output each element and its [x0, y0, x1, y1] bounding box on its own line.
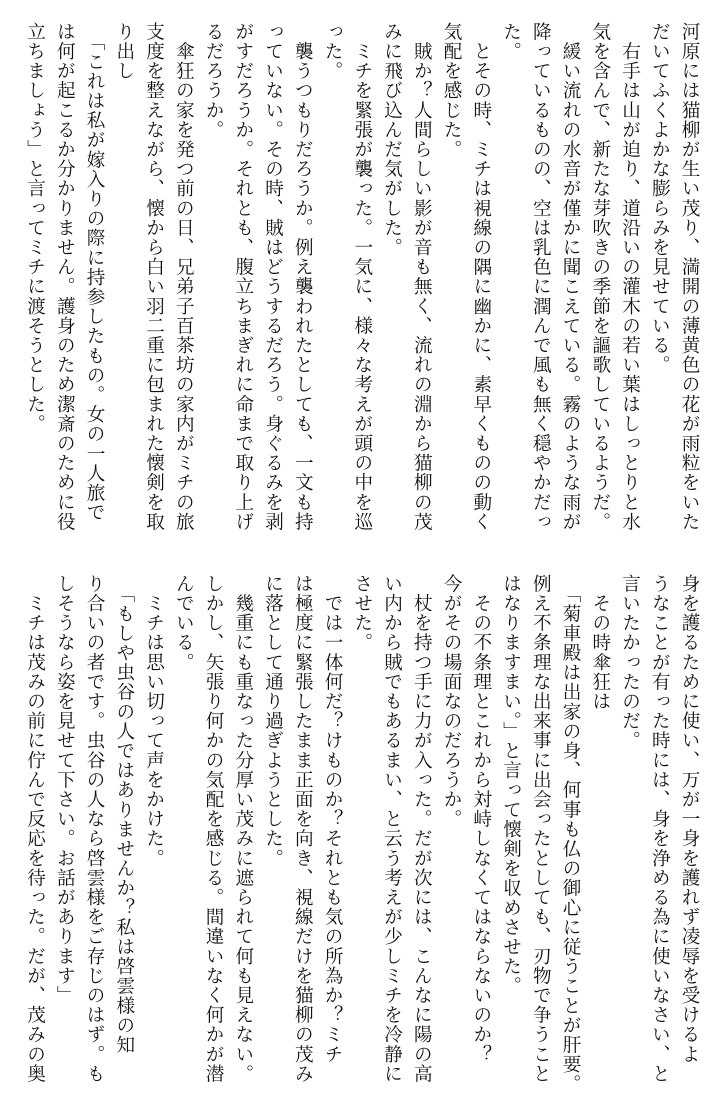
text-line: り出し — [113, 22, 135, 81]
text-line: だいてふくよかな膨らみを見せている。 — [649, 22, 671, 375]
text-line: 「もしや虫谷の人ではありませんか？私は啓雲様の知 — [113, 574, 135, 1055]
text-line: った。 — [322, 22, 343, 81]
text-line: 「菊車殿は出家の身、何事も仏の御心に従うことが肝要。 — [560, 574, 581, 1094]
text-line: っていない。その時、賊はどうするだろう。身ぐるみを剥 — [262, 22, 284, 532]
text-line: その不条理とこれから対峙しなくてはならないのか？ — [470, 574, 492, 1064]
text-line: しかし、矢張り何かの気配を感じる。間違いなく何かが潜 — [203, 574, 224, 1084]
text-line: みに飛び込んだ気がした。 — [381, 22, 403, 258]
text-line: 支度を整えながら、懐から白い羽二重に包まれた懐剣を取 — [143, 22, 165, 532]
text-line: 例え不条理な出来事に出会ったとしても、刃物で争うこと — [530, 574, 552, 1084]
text-line: は何が起こるか分かりません。護身のため潔斎のために役 — [54, 22, 76, 532]
text-line: うなことが有った時には、身を浄める為に使いなさい、と — [649, 574, 671, 1084]
text-line: はなりますまい。」と言って懐剣を収めさせた。 — [500, 574, 522, 996]
text-line: り合いの者です。虫谷の人なら啓雲様をご存じのはず。も — [84, 574, 105, 1084]
text-line: 杖を持つ手に力が入った。だが次には、こんなに陽の高 — [411, 574, 433, 1084]
text-line: 今がその場面なのだろうか。 — [441, 574, 462, 829]
text-line: とその時、ミチは視線の隅に幽かに、素早くものの動く — [470, 22, 492, 532]
text-line: ミチを緊張が襲った。一気に、様々な考えが頭の中を巡 — [351, 22, 373, 532]
text-line: 賊か？人間らしい影が音も無く、流れの淵から猫柳の茂 — [411, 22, 433, 532]
text-line: は極度に緊張したまま正面を向き、視線だけを猫柳の茂み — [292, 574, 314, 1084]
text-line: 「これは私が嫁入りの際に持参したもの。女の一人旅で — [84, 22, 105, 523]
text-line: 降っているものの、空は乳色に潤んで風も無く穏やかだっ — [530, 22, 552, 532]
text-line: んでいる。 — [173, 574, 195, 672]
text-line: るだろうか。 — [203, 22, 224, 140]
text-line: た。 — [500, 22, 522, 62]
text-line: 気配を感じた。 — [441, 22, 462, 160]
text-line: 河原には猫柳が生い茂り、満開の薄黄色の花が雨粒をいた — [679, 22, 700, 532]
text-line: ミチは思い切って声をかけた。 — [143, 574, 165, 868]
text-line: させた。 — [351, 574, 373, 653]
text-line: その時傘狂は — [589, 574, 611, 712]
text-line: 立ちましょう」と言ってミチに渡そうとした。 — [24, 22, 46, 434]
text-line: 身を護るために使い、万が一身を護れず凌辱を受けるよ — [679, 574, 700, 1064]
text-line: ミチは茂みの前に佇んで反応を待った。だが、茂みの奥 — [24, 574, 46, 1084]
text-line: に落として通り過ぎようとした。 — [262, 574, 284, 868]
text-line: 気を含んで、新たな芽吹きの季節を謳歌しているようだ。 — [589, 22, 611, 532]
text-line: しそうなら姿を見せて下さい。お話があります」 — [54, 574, 76, 1006]
text-line: 緩い流れの水音が僅かに聞こえている。霧のような雨が — [560, 22, 581, 532]
text-line: では一体何だ？けものか？それとも気の所為か？ミチ — [322, 574, 343, 1064]
text-line: 幾重にも重なった分厚い茂みに遮られて何も見えない。 — [232, 574, 254, 1084]
text-line: い内から賊でもあるまい、と云う考えが少しミチを冷静に — [381, 574, 403, 1084]
text-line: 言いたかったのだ。 — [619, 574, 641, 751]
text-line: がすだろうか。それとも、腹立ちまぎれに命まで取り上げ — [232, 22, 254, 532]
bottom-text-block — [8, 574, 704, 1094]
text-line: 傘狂の家を発つ前の日、兄弟子百茶坊の家内がミチの旅 — [173, 22, 195, 532]
top-text-block — [8, 22, 704, 542]
text-line: 右手は山が迫り、道沿いの灌木の若い葉はしっとりと水 — [619, 22, 641, 532]
text-line: 襲うつもりだろうか。例え襲われたとしても、一文も持 — [292, 22, 314, 532]
